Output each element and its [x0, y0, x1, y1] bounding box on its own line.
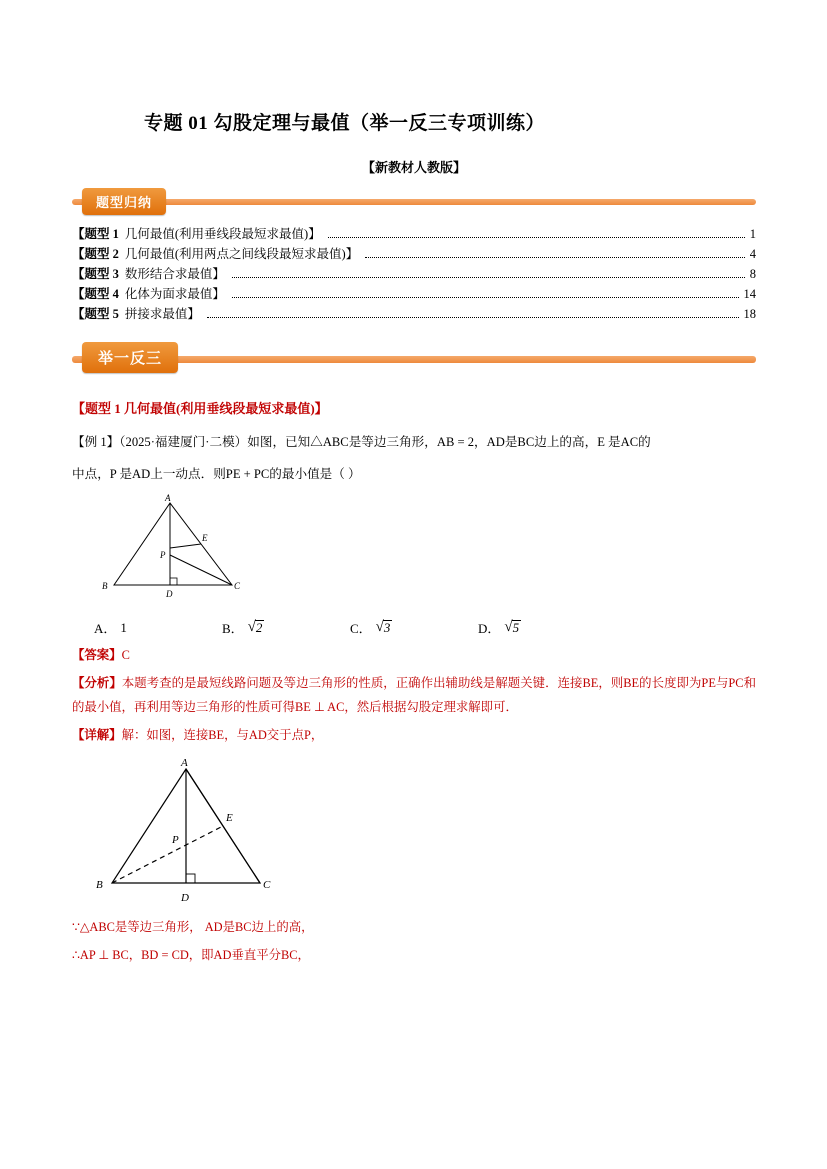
problem-type-heading: 【题型 1 几何最值(利用垂线段最短求最值)】 [72, 401, 328, 416]
option-c-label: C． [350, 621, 372, 636]
svg-text:A: A [181, 757, 188, 769]
svg-text:P: P [172, 834, 179, 846]
analysis-label: 【分析】 [72, 676, 122, 690]
svg-text:C: C [234, 581, 241, 591]
option-c-value: √ 3 [375, 619, 391, 635]
option-d-label: D． [478, 621, 501, 636]
toc-leader-dots [232, 277, 745, 278]
option-b[interactable] [222, 618, 350, 637]
analysis-text: 本题考查的是最短线路问题及等边三角形的性质，正确作出辅助线是解题关键．连接BE，则BE的长度即为PE与PC和的最小值，再利用等边三角形的性质可得BE ⊥ AC，然后根据勾股定理求解即可． [72, 676, 757, 714]
toc-item-name: 数形结合求最值】 [124, 267, 225, 281]
option-b-value: √ 2 [247, 619, 263, 635]
toc-item[interactable] [72, 304, 756, 324]
toc-leader-dots [232, 297, 739, 298]
banner-label-practice: 举一反三 [82, 342, 178, 373]
figure-1-svg [92, 493, 312, 603]
svg-text:D: D [166, 589, 173, 599]
option-c[interactable] [350, 618, 478, 637]
svg-text:P: P [160, 550, 166, 560]
conclusion-line-1: ∵△ABC是等边三角形， AD是BC边上的高， [72, 920, 314, 934]
toc-item-label: 【题型 1 [72, 227, 119, 241]
toc-item-name: 几何最值(利用两点之间线段最短求最值)】 [124, 247, 359, 261]
banner-line [72, 199, 756, 205]
svg-text:B: B [102, 581, 108, 591]
answer-line [72, 643, 756, 667]
svg-text:E: E [202, 533, 208, 543]
toc-item[interactable] [72, 244, 756, 264]
page-title: 专题 01 勾股定理与最值（举一反三专项训练） [144, 113, 546, 134]
option-a-value: 1 [120, 619, 127, 635]
option-d-value: √ 5 [504, 619, 520, 635]
banner-label-toc: 题型归纳 [82, 188, 166, 215]
section-banner-toc [72, 188, 756, 214]
toc-item-page: 1 [749, 227, 756, 241]
svg-text:E: E [226, 812, 233, 824]
toc-item-name: 几何最值(利用垂线段最短求最值)】 [124, 227, 321, 241]
toc-item-page: 8 [749, 267, 756, 281]
page-content [72, 108, 756, 970]
toc-item-page: 18 [743, 307, 756, 321]
toc-leader-dots [365, 257, 745, 258]
option-a-label: A． [94, 621, 117, 636]
answer-value: C [121, 648, 130, 662]
toc-item-label: 【题型 4 [72, 287, 119, 301]
toc-item-page: 4 [749, 247, 756, 261]
toc-item-label: 【题型 2 [72, 247, 119, 261]
detail-block [72, 723, 756, 747]
option-a[interactable] [94, 618, 222, 637]
document-subtitle: 【新教材人教版】 [361, 160, 466, 175]
table-of-contents [72, 224, 756, 324]
detail-label: 【详解】 [72, 728, 122, 742]
analysis-block [72, 671, 756, 719]
toc-item-name: 化体为面求最值】 [124, 287, 225, 301]
section-banner-practice [72, 342, 756, 374]
option-d[interactable] [478, 618, 606, 637]
svg-text:A: A [165, 493, 171, 503]
option-b-label: B． [222, 621, 244, 636]
toc-leader-dots [328, 237, 745, 238]
svg-text:B: B [96, 879, 103, 891]
svg-text:C: C [263, 879, 271, 891]
toc-item[interactable] [72, 264, 756, 284]
figure-2 [90, 755, 756, 910]
figure-1 [92, 493, 756, 608]
problem-stem-line-2: 中点，P 是AD上一动点．则PE + PC的最小值是（ ） [72, 467, 361, 481]
answer-label: 【答案】 [72, 648, 122, 662]
toc-item-name: 拼接求最值】 [124, 307, 200, 321]
toc-item[interactable] [72, 284, 756, 304]
figure-2-svg [90, 755, 350, 905]
toc-item[interactable] [72, 224, 756, 244]
toc-item-page: 14 [743, 287, 756, 301]
svg-text:D: D [181, 892, 189, 904]
toc-item-label: 【题型 5 [72, 307, 119, 321]
detail-text: 解：如图，连接BE，与AD交于点P， [121, 728, 324, 742]
conclusion-line-2: ∴AP ⊥ BC，BD = CD，即AD垂直平分BC， [72, 948, 310, 962]
toc-leader-dots [207, 317, 739, 318]
toc-item-label: 【题型 3 [72, 267, 119, 281]
answer-options [94, 618, 756, 637]
problem-stem-line-1: 【例 1】（2025·福建厦门·二模）如图，已知△ABC是等边三角形，AB = 2，AD是BC边上的高，E 是AC的 [72, 435, 651, 449]
